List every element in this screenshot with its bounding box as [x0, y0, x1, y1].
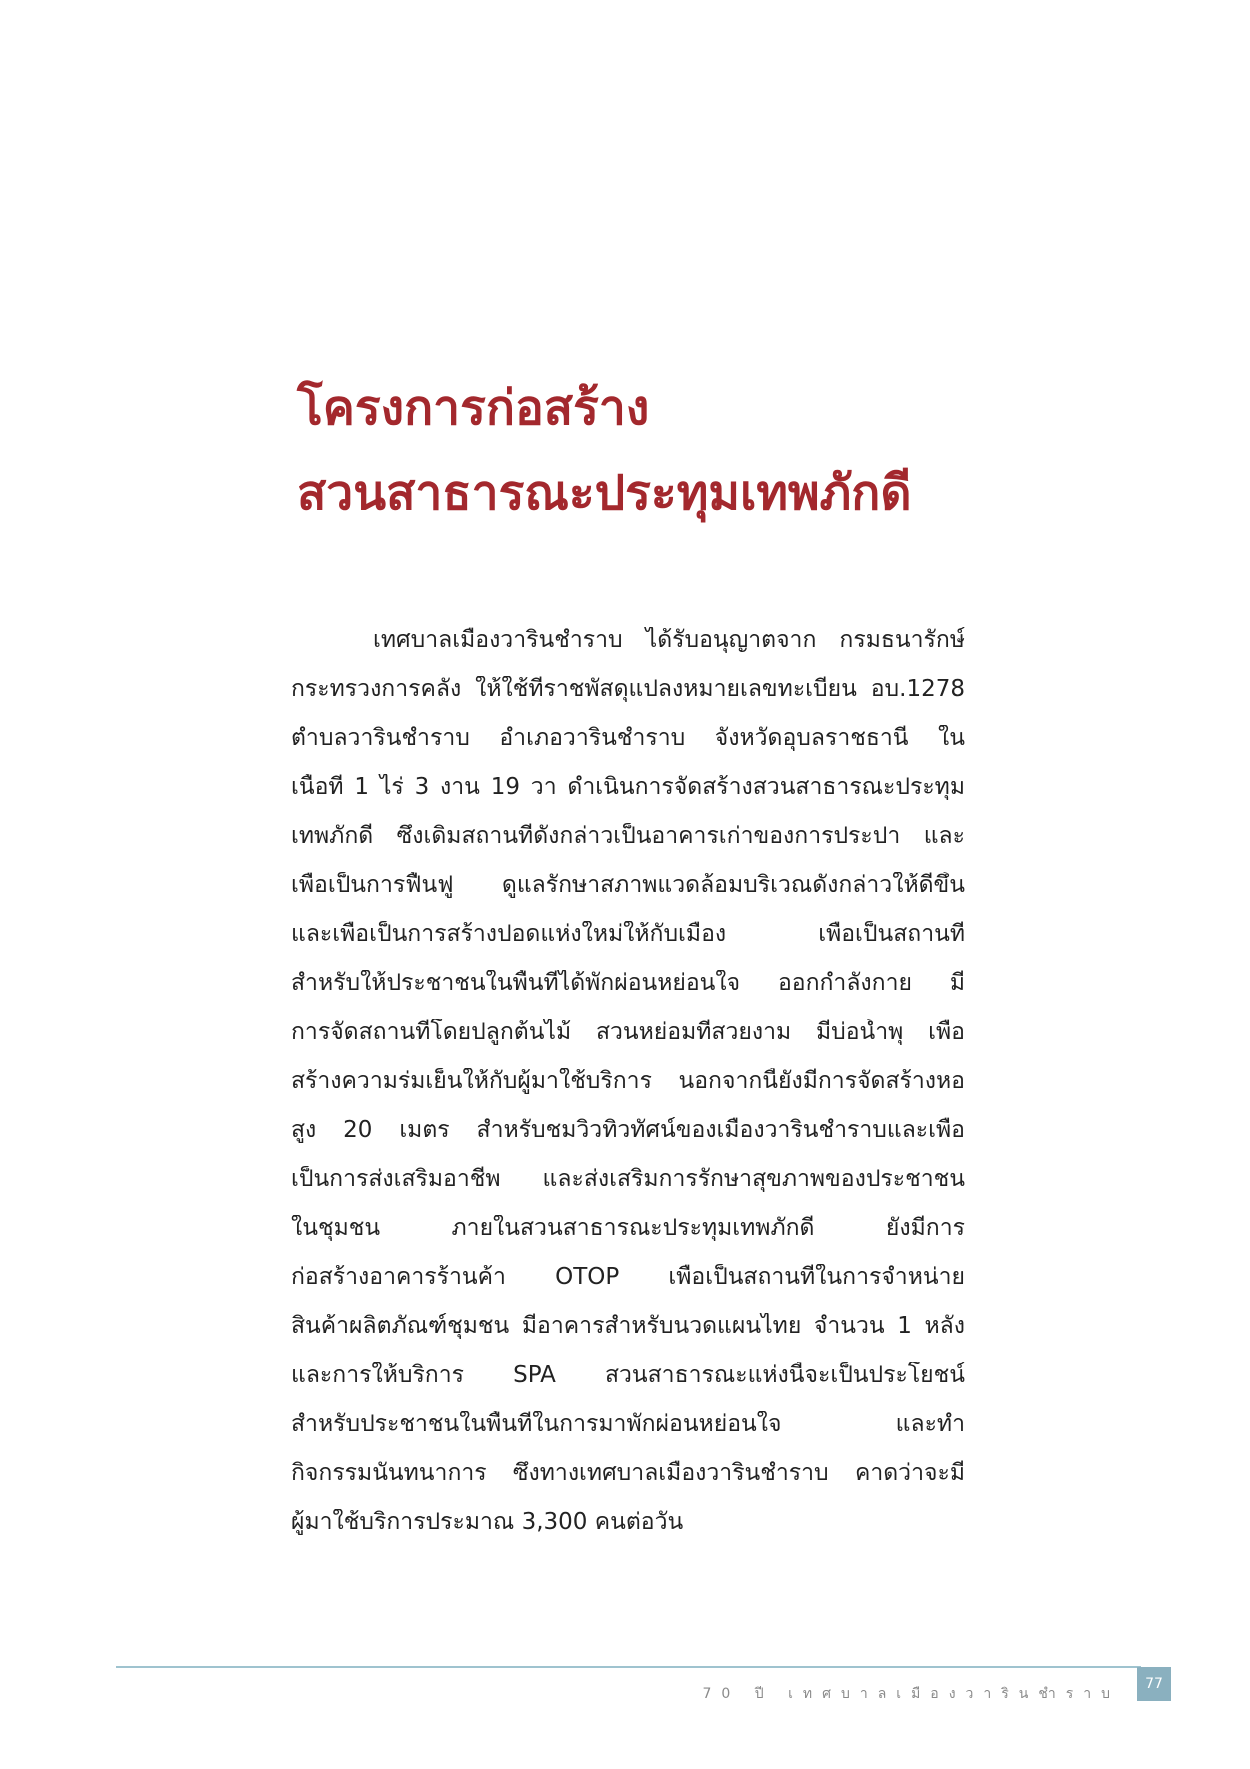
page-title-line-2: สวนสาธารณะประทุมเทพภักดี: [297, 465, 912, 521]
page-number-badge: 77: [1137, 1667, 1171, 1701]
body-line: สำหรับประชาชนในพื้นที่ในการมาพักผ่อนหย่อนใจ และทำ: [291, 1411, 965, 1437]
body-line: กระทรวงการคลัง ให้ใช้ที่ราชพัสดุแปลงหมายเลขทะเบียน อบ.1278: [291, 676, 965, 702]
body-line: ผู้มาใช้บริการประมาณ 3,300 คนต่อวัน: [291, 1509, 684, 1535]
body-line: และการให้บริการ SPA สวนสาธารณะแห่งนี้จะเป็นประโยชน์: [291, 1362, 965, 1388]
footer-divider: [116, 1666, 1141, 1668]
body-line: ก่อสร้างอาคารร้านค้า OTOP เพื่อเป็นสถานที่ในการจำหน่าย: [291, 1264, 965, 1290]
body-line: เป็นการส่งเสริมอาชีพ และส่งเสริมการรักษาสุขภาพของประชาชน: [291, 1166, 965, 1192]
body-line: ในชุมชน ภายในสวนสาธารณะประทุมเทพภักดี ยังมีการ: [291, 1215, 965, 1241]
footer-running-title: 70 ปี เทศบาลเมืองวารินชำราบ: [702, 1686, 1120, 1702]
body-line: สำหรับให้ประชาชนในพื้นที่ได้พักผ่อนหย่อนใจ ออกกำลังกาย มี: [291, 970, 965, 996]
body-line: เทพภักดี ซึ่งเดิมสถานที่ดังกล่าวเป็นอาคารเก่าของการประปา และ: [291, 823, 965, 849]
body-line: สร้างความร่มเย็นให้กับผู้มาใช้บริการ นอกจากนี้ยังมีการจัดสร้างหอ: [291, 1068, 965, 1094]
body-line: สินค้าผลิตภัณฑ์ชุมชน มีอาคารสำหรับนวดแผนไทย จำนวน 1 หลัง: [291, 1313, 965, 1339]
body-line: การจัดสถานที่โดยปลูกต้นไม้ สวนหย่อมที่สวยงาม มีบ่อน้ำพุ เพื่อ: [291, 1019, 965, 1045]
body-line: เพื่อเป็นการฟื้นฟู ดูแลรักษาสภาพแวดล้อมบริเวณดังกล่าวให้ดีขึ้น: [291, 872, 965, 898]
body-line: เนื้อที่ 1 ไร่ 3 งาน 19 วา ดำเนินการจัดสร้างสวนสาธารณะประทุม: [291, 774, 965, 800]
body-line: กิจกรรมนันทนาการ ซึ่งทางเทศบาลเมืองวารินชำราบ คาดว่าจะมี: [291, 1460, 965, 1486]
body-line: ตำบลวารินชำราบ อำเภอวารินชำราบ จังหวัดอุบลราชธานี ใน: [291, 725, 965, 751]
body-line: เทศบาลเมืองวารินชำราบ ได้รับอนุญาตจาก กรมธนารักษ์: [373, 627, 965, 653]
body-line: และเพื่อเป็นการสร้างปอดแห่งใหม่ให้กับเมือง เพื่อเป็นสถานที่: [291, 921, 965, 947]
page-title-line-1: โครงการก่อสร้าง: [297, 380, 650, 436]
body-line: สูง 20 เมตร สำหรับชมวิวทิวทัศน์ของเมืองวารินชำราบและเพื่อ: [291, 1117, 965, 1143]
